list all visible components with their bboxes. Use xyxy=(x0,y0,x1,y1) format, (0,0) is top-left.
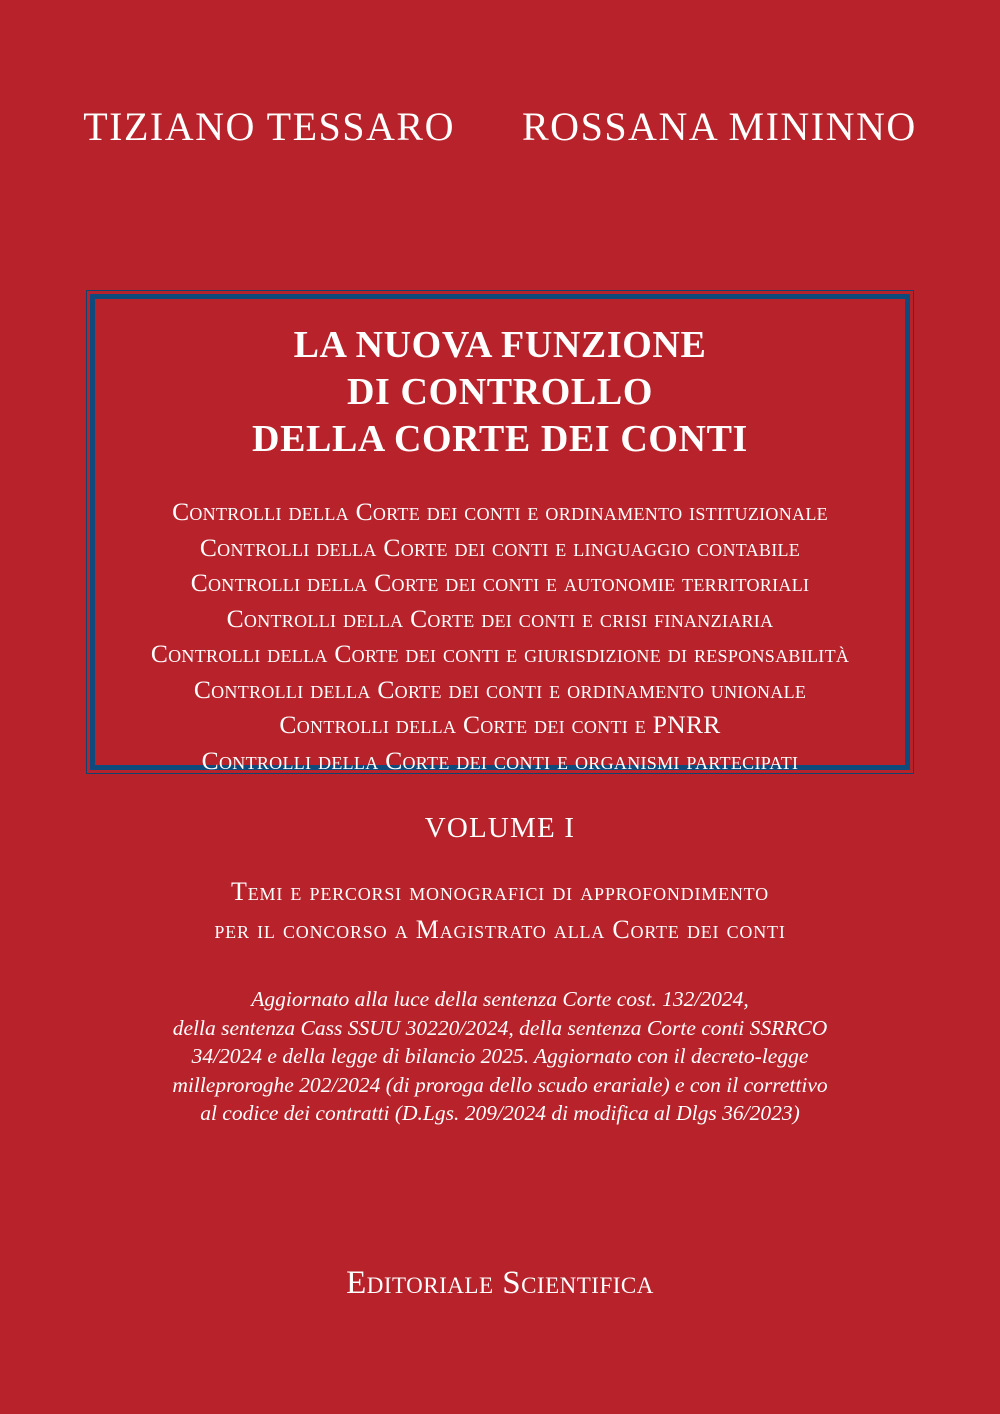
main-title-line-1: LA NUOVA FUNZIONE xyxy=(293,324,707,366)
subtitle-pnrr-prefix: Controlli della Corte dei conti e xyxy=(279,710,653,739)
subtitle-line: Controlli della Corte dei conti e crisi finanziaria xyxy=(226,603,774,633)
update-note-line-1: Aggiornato alla luce della sentenza Corte cost. 132/2024, xyxy=(251,987,749,1011)
subtitle-line: Controlli della Corte dei conti e giurisdizione di responsabilità xyxy=(150,639,850,668)
subtitle-line: Controlli della Corte dei conti e ordinamento istituzionale xyxy=(172,497,828,526)
purpose-block xyxy=(0,873,1000,949)
update-note-line-2: della sentenza Cass SSUU 30220/2024, della sentenza Corte conti SSRRCO xyxy=(172,1015,828,1040)
subtitle-line: Controlli della Corte dei conti e linguaggio contabile xyxy=(199,532,801,562)
volume-label: VOLUME I xyxy=(424,812,576,844)
subtitle-list xyxy=(95,494,905,778)
title-frame-inner xyxy=(90,294,910,775)
update-note-block xyxy=(0,985,1000,1128)
main-title xyxy=(95,322,905,463)
subtitle-line: Controlli della Corte dei conti e autonomie territoriali xyxy=(190,568,810,597)
subtitle-line: Controlli della Corte dei conti e ordinamento unionale xyxy=(193,674,807,704)
purpose-line-2: per il concorso a Magistrato alla Corte dei conti xyxy=(214,915,786,944)
author-name-second: ROSSANA MININNO xyxy=(522,104,917,149)
update-note-line-4: milleproroghe 202/2024 (di proroga dello scudo erariale) e con il correttivo xyxy=(172,1072,828,1097)
subtitle-pnrr-acronym: PNRR xyxy=(652,710,721,739)
update-note-line-3: 34/2024 e della legge di bilancio 2025. Aggiornato con il decreto-legge xyxy=(191,1044,809,1068)
main-title-line-2: DI CONTROLLO xyxy=(347,371,653,413)
update-note-line-5: al codice dei contratti (D.Lgs. 209/2024 di modifica al Dlgs 36/2023) xyxy=(200,1101,800,1125)
authors-line xyxy=(0,103,1000,150)
publisher-name: Editoriale Scientifica xyxy=(346,1265,654,1301)
main-title-line-3: DELLA CORTE DEI CONTI xyxy=(252,418,748,460)
subtitle-line: Controlli della Corte dei conti e organismi partecipati xyxy=(201,745,799,775)
subtitle-line-pnrr xyxy=(95,707,905,743)
purpose-line-1: Temi e percorsi monografici di approfondimento xyxy=(231,877,769,906)
title-frame xyxy=(86,290,914,774)
author-name-first: TIZIANO TESSARO xyxy=(83,104,455,149)
